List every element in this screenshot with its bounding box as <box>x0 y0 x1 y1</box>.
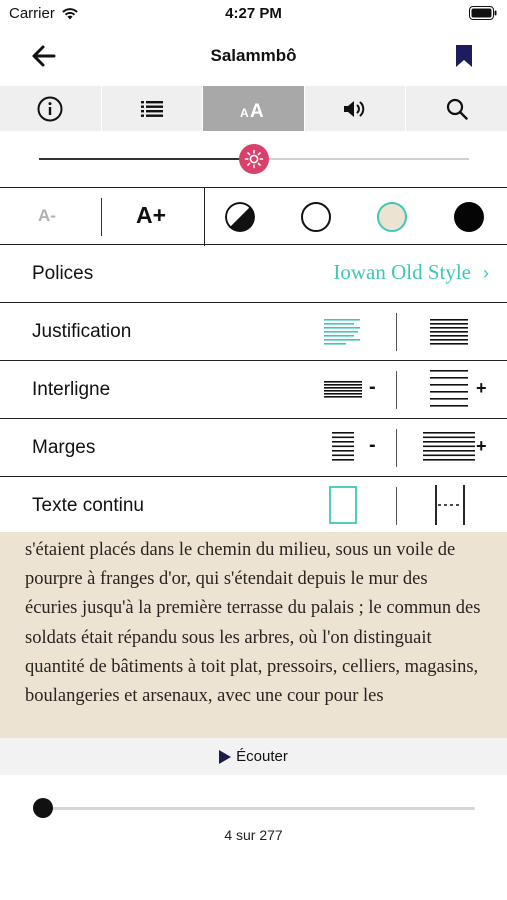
chevron-right-icon: › <box>483 263 489 283</box>
nav-bar <box>0 30 507 85</box>
justification-row <box>0 303 507 361</box>
progress-knob[interactable] <box>33 798 53 818</box>
tight-lines-icon <box>324 381 362 399</box>
tab-audio[interactable] <box>305 86 407 131</box>
brightness-knob[interactable] <box>239 144 269 174</box>
divider <box>204 188 205 246</box>
listen-button[interactable] <box>0 738 507 775</box>
tab-info[interactable] <box>0 86 102 131</box>
font-size-and-theme-controls <box>0 187 507 245</box>
progress-track[interactable] <box>33 807 475 810</box>
svg-text:A: A <box>250 100 265 120</box>
page-progress-slider[interactable] <box>0 790 507 830</box>
brightness-fill <box>39 158 254 160</box>
align-left-icon[interactable] <box>324 318 362 346</box>
line-spacing-label: Interligne <box>32 379 111 400</box>
brightness-slider[interactable] <box>0 131 507 187</box>
wide-text-icon <box>423 431 475 463</box>
theme-auto-button[interactable] <box>225 202 255 232</box>
theme-sepia-button[interactable] <box>377 202 407 232</box>
fonts-label: Polices <box>32 263 94 284</box>
speaker-icon <box>343 99 367 119</box>
continuous-text-row <box>0 477 507 535</box>
page-counter: 4 sur 277 <box>224 827 283 843</box>
tab-contents[interactable] <box>102 86 204 131</box>
plus-label: + <box>476 436 487 456</box>
battery-icon <box>469 6 497 20</box>
divider <box>101 198 102 236</box>
tab-search[interactable] <box>406 86 507 131</box>
page-mode-icon[interactable] <box>329 486 357 524</box>
font-selector[interactable] <box>333 260 489 285</box>
minus-label: - <box>369 376 376 398</box>
theme-black-button[interactable] <box>454 202 484 232</box>
list-icon <box>141 100 163 118</box>
text-size-icon <box>238 98 268 120</box>
decrease-line-spacing-button[interactable] <box>324 376 384 401</box>
decrease-font-button[interactable]: A- <box>38 206 56 225</box>
increase-line-spacing-button[interactable] <box>430 369 492 411</box>
status-bar <box>0 0 507 28</box>
loose-lines-icon <box>430 369 468 409</box>
justification-label: Justification <box>32 321 132 342</box>
divider <box>396 313 397 351</box>
theme-white-button[interactable] <box>301 202 331 232</box>
info-icon <box>37 96 63 122</box>
book-title: Salammbô <box>210 46 297 65</box>
divider <box>396 371 397 409</box>
minus-label: - <box>369 434 376 456</box>
sun-icon <box>244 149 264 169</box>
continuous-text-label: Texte continu <box>32 495 144 516</box>
line-spacing-row <box>0 361 507 419</box>
font-value: Iowan Old Style <box>333 260 471 284</box>
svg-text:A: A <box>240 105 250 120</box>
bookmark-icon[interactable] <box>455 44 473 68</box>
listen-label: Écouter <box>236 748 288 765</box>
search-icon <box>446 98 468 120</box>
decrease-margins-button[interactable] <box>332 431 384 465</box>
plus-label: + <box>476 378 487 398</box>
divider <box>396 429 397 467</box>
margins-label: Marges <box>32 437 96 458</box>
align-justify-icon[interactable] <box>430 318 468 346</box>
book-text-preview <box>0 532 507 738</box>
reader-tab-bar <box>0 86 507 131</box>
divider <box>396 487 397 525</box>
play-icon <box>219 750 231 764</box>
carrier-label: Carrier <box>9 5 55 22</box>
margins-row <box>0 419 507 477</box>
clock: 4:27 PM <box>225 5 282 22</box>
fonts-row[interactable] <box>0 245 507 303</box>
tab-text-settings[interactable] <box>203 86 305 131</box>
increase-font-button[interactable]: A+ <box>136 202 167 228</box>
increase-margins-button[interactable] <box>423 431 493 465</box>
book-paragraph: s'étaient placés dans le chemin du milieu, sous un voile de pourpre à franges d'or, qui s'étendait depuis le mur des écuries jusqu'à la première terrasse du palais ; le commun des soldats était répandu sous les arbres, où l'on distinguait quantité de bâtiments à toit plat, pressoirs, celliers, magasins, boulangeries et arsenaux, avec une cour pour les <box>25 540 481 707</box>
narrow-text-icon <box>332 431 354 463</box>
scroll-mode-icon[interactable] <box>434 484 466 526</box>
